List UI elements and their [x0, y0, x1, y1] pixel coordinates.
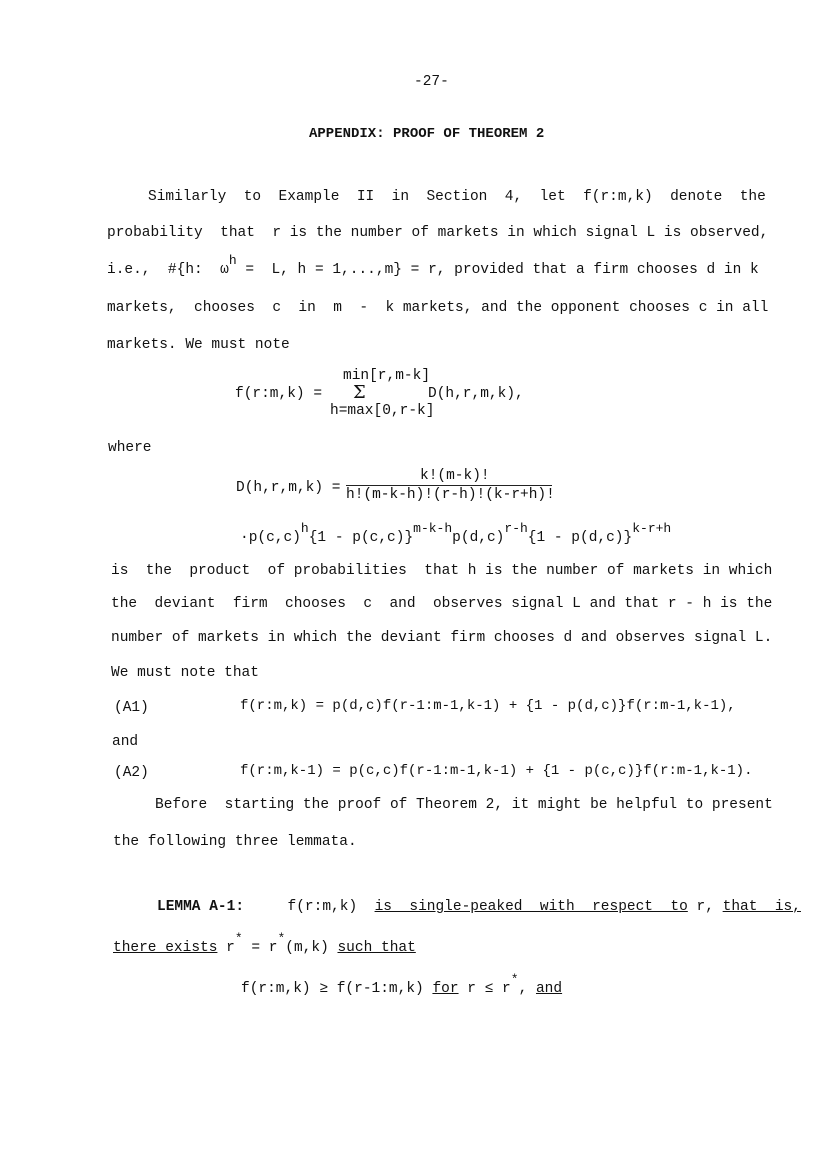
summation-sign: Σ	[353, 382, 366, 403]
lemma-l3-b: r ≤ r	[458, 981, 511, 997]
lemma-a1-line1	[157, 899, 801, 915]
eq-a2-formula: f(r:m,k-1) = p(c,c)f(r-1:m-1,k-1) + {1 - p(c,c)}f(r:m-1,k-1).	[240, 763, 753, 779]
lemma-l2-b: = r	[242, 940, 278, 956]
para2-line3: number of markets in which the deviant firm chooses d and observes signal L.	[111, 630, 773, 646]
sum-upper-limit: min[r,m-k]	[343, 368, 431, 384]
eq-d-l2-d: {1 - p(d,c)}	[527, 530, 633, 546]
appendix-title: APPENDIX: PROOF OF THEOREM 2	[309, 126, 545, 142]
para2-line1: is the product of probabilities that h is the number of markets in which	[111, 563, 773, 579]
lemma-l2-c: (m,k)	[285, 940, 338, 956]
lemma-label: LEMMA A-1:	[157, 899, 245, 915]
eq-f-lhs: f(r:m,k) =	[235, 386, 323, 402]
para3-line1: Before starting the proof of Theorem 2, it might be helpful to present	[155, 797, 773, 813]
sum-lower-limit: h=max[0,r-k]	[330, 403, 435, 419]
para1-line3-b: = L, h = 1,...,m} = r, provided that a firm chooses d in k	[236, 262, 759, 278]
lemma-l2-a: r	[217, 940, 235, 956]
lemma-a1-line3	[241, 972, 563, 997]
para1-line5: markets. We must note	[107, 337, 290, 353]
omega-superscript: h	[228, 253, 237, 268]
eq-d-numerator: k!(m-k)!	[420, 468, 490, 484]
lemma-f: f(r:m,k)	[287, 899, 358, 915]
eq-d-l2-sup4: k-r+h	[632, 521, 672, 536]
eq-d-l2-c: p(d,c)	[452, 530, 505, 546]
eq-f-term: D(h,r,m,k),	[428, 386, 524, 402]
lemma-single-peaked: is single-peaked with respect to	[374, 899, 688, 915]
eq-d-l2-a: ·p(c,c)	[240, 530, 301, 546]
eq-d-lhs: D(h,r,m,k) =	[236, 480, 341, 496]
and-word: and	[112, 734, 139, 750]
fraction-bar	[346, 485, 552, 486]
eq-d-l2-b: {1 - p(c,c)}	[308, 530, 414, 546]
lemma-l3-a: f(r:m,k) ≥ f(r-1:m,k)	[241, 981, 433, 997]
lemma-that-is: that is,	[722, 899, 801, 915]
lemma-l2-star2: *	[277, 931, 286, 946]
where-word: where	[108, 440, 152, 456]
eq-d-l2-sup1: h	[300, 521, 309, 536]
para1-line3	[107, 253, 759, 278]
para2-line2: the deviant firm chooses c and observes signal L and that r - h is the	[111, 596, 773, 612]
eq-a1-label: (A1)	[114, 700, 149, 716]
lemma-such-that: such that	[337, 940, 416, 956]
eq-a2-label: (A2)	[114, 765, 149, 781]
para3-line2: the following three lemmata.	[113, 834, 357, 850]
para2-line4: We must note that	[111, 665, 259, 681]
para1-line1: Similarly to Example II in Section 4, let f(r:m,k) denote the	[148, 189, 766, 205]
lemma-r: r,	[687, 899, 714, 915]
para1-line4: markets, chooses c in m - k markets, and the opponent chooses c in all	[107, 300, 769, 316]
lemma-l3-c: ,	[518, 981, 536, 997]
eq-d-l2-sup2: m-k-h	[413, 521, 453, 536]
eq-d-l2-sup3: r-h	[504, 521, 528, 536]
para1-line2: probability that r is the number of markets in which signal L is observed,	[107, 225, 769, 241]
eq-a1-formula: f(r:m,k) = p(d,c)f(r-1:m-1,k-1) + {1 - p(d,c)}f(r:m-1,k-1),	[240, 698, 736, 714]
eq-d-denominator: h!(m-k-h)!(r-h)!(k-r+h)!	[346, 487, 555, 503]
lemma-a1-line2	[113, 931, 416, 956]
para1-line3-a: i.e., #{h: ω	[107, 262, 229, 278]
page-number: -27-	[414, 74, 449, 90]
lemma-l3-star: *	[510, 972, 519, 987]
lemma-there-exists: there exists	[113, 940, 218, 956]
lemma-l2-star1: *	[234, 931, 243, 946]
eq-d-line2	[240, 521, 672, 546]
lemma-for: for	[432, 981, 459, 997]
lemma-and: and	[535, 981, 563, 997]
